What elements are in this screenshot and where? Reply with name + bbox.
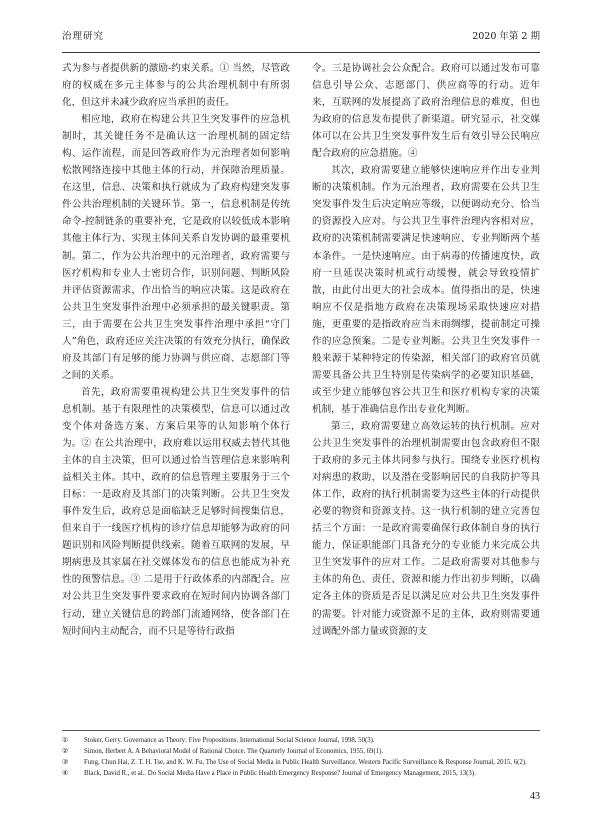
footnote-number: ③ [62, 759, 69, 766]
paragraph: 令。三是协调社会公众配合。政府可以通过发布可靠信息引导公众、志愿部门、供应商等的行动。近年来，互联网的发展提高了政府治理信息的难度，但也为政府的信息发布提供了新渠道。研究显示，社交媒体可以在公共卫生突发事件发生后有效引导公民响应配合政府的应急措施。④ [312, 63, 540, 160]
paragraph: 其次，政府需要建立能够快速响应并作出专业判断的决策机制。作为元治理者，政府需要在公共卫生突发事件发生后决定响应等级，以便调动充分、恰当的资源投入应对。与公共卫生事件治理内容相对应，政府的决策机制需要满足快速响应、专业判断两个基本条件。一是快速响应。由于病毒的传播速度快，政府一旦延误决策时机或行动缓慢，就会导致疫情扩散，由此付出更大的社会成本。值得指出的是，快速响应不仅是指地方政府在决策现场采取快速应对措施，更重要的是指政府应当未雨绸缪，提前制定可操作的应急预案。二是专业判断。公共卫生突发事件一般来源于某种特定的传染源，相关部门的政府官员就需要具备公共卫生特别是传染病学的必要知识基础，或至少建立能够包容公共卫生和医疗机构专家的决策机制，基于准确信息作出专业化判断。 [312, 165, 540, 415]
footnote [62, 735, 540, 746]
footnote-number: ① [62, 737, 69, 744]
left-column [62, 60, 290, 728]
page-number: 43 [530, 791, 540, 802]
paragraph: 首先，政府需要重视构建公共卫生突发事件的信息机制。基于有限理性的决策模型，信息可以通过改变个体对备选方案、方案后果等的认知影响个体行为。② 在公共治理中，政府难以运用权威去替代其他主体的自主决策，但可以通过恰当管理信息来影响利益相关主体。其中，政府的信息管理主要服务于三个目标：一是政府及其部门的决策判断。公共卫生突发事件发生后，政府总是面临缺乏足够时间搜集信息，但来自于一线医疗机构的诊疗信息却能够为政府的问题识别和风险判断提供线索。随着互联网的发展，早期病患及其家属在社交媒体发布的信息也能成为补充性的预警信息。③ 二是用于行政体系的内部配合。应对公共卫生突发事件要求政府在短时间内协调各部门行动，建立关键信息的跨部门流通网络，使各部门在短时间内主动配合，而不只是等待行政指 [62, 386, 290, 637]
footnote-divider [62, 730, 540, 731]
paragraph: 式为参与者提供新的激励-约束关系。① 当然，尽管政府的权威在多元主体参与的公共治理机制中有所弱化，但这并未减少政府应当承担的责任。 [62, 63, 290, 109]
footnote [62, 746, 540, 757]
footnote [62, 768, 540, 779]
footnote-text: Simon, Herbert A. A Behavioral Model of Rational Choice. The Quarterly Journal of Economics, 1955, 69(1). [84, 748, 384, 755]
footnote-text: Black, David R., et al.. Do Social Media Have a Place in Public Health Emergency Response? Journal of Emergency Management, 2015, 13(3). [84, 770, 476, 777]
right-column [312, 60, 540, 728]
footnotes [62, 735, 540, 779]
footnote-number: ② [62, 748, 69, 755]
issue-label: 2020 年第 2 期 [472, 31, 540, 42]
footnote [62, 757, 540, 768]
footnote-text: Stoker, Gerry. Governance as Theory: Five Propositions. International Social Science Journal, 1998, 50(3). [84, 737, 375, 744]
journal-title: 治理研究 [62, 31, 105, 42]
paragraph: 第三，政府需要建立高效运转的执行机制。应对公共卫生突发事件的治理机制需要由包含政府但不限于政府的多元主体共同参与执行。围绕专业医疗机构对病患的救助，以及潜在受影响居民的自我防护等具体工作，政府的执行机制需要为这些主体的行动提供必要的物资和资源支持。这一执行机制的建立完善包括三个方面：一是政府需要确保行政体制自身的执行能力，保证职能部门具备充分的专业能力来完成公共卫生突发事件的应对工作。二是政府需要对其他参与主体的角色、责任、资源和能力作出初步判断，以确定各主体的资质是否足以满足应对公共卫生突发事件的需要。针对能力或资源不足的主体，政府则需要通过调配外部力量或资源的支 [312, 420, 540, 637]
footnote-number: ④ [62, 770, 69, 777]
running-header [62, 28, 540, 46]
footnote-text: Fung, Chun Hai, Z. T. H. Tse, and K. W. Fu. The Use of Social Media in Public Health Surveillance. Western Pacific Surveillance & Response Journal, 2015, 6(2). [84, 759, 527, 766]
paragraph: 相应地，政府在构建公共卫生突发事件的应急机制时，其关键任务不是确认这一治理机制的固定结构、运作流程，而是回答政府作为元治理者如何影响松散网络连接中其他主体的行动，并保障治理质量。在这里，信息、决策和执行就成为了政府构建突发事件公共治理机制的关键环节。第一，信息机制是传统命令-控制链条的重要补充，它是政府以较低成本影响其他主体行为、实现主体间关系自发协调的最重要机制。第二，作为公共治理中的元治理者，政府需要与医疗机构和专业人士密切合作，识别问题、判断风险并评估资源需求，作出恰当的响应决策。这是政府在公共卫生突发事件治理中必须承担的最关键职责。第三，由于需要在公共卫生突发事件治理中承担“守门人”角色，政府还应关注决策的有效充分执行，确保政府及其部门有足够的能力协调与供应商、志愿部门等之间的关系。 [62, 114, 290, 381]
header-divider [62, 52, 540, 53]
